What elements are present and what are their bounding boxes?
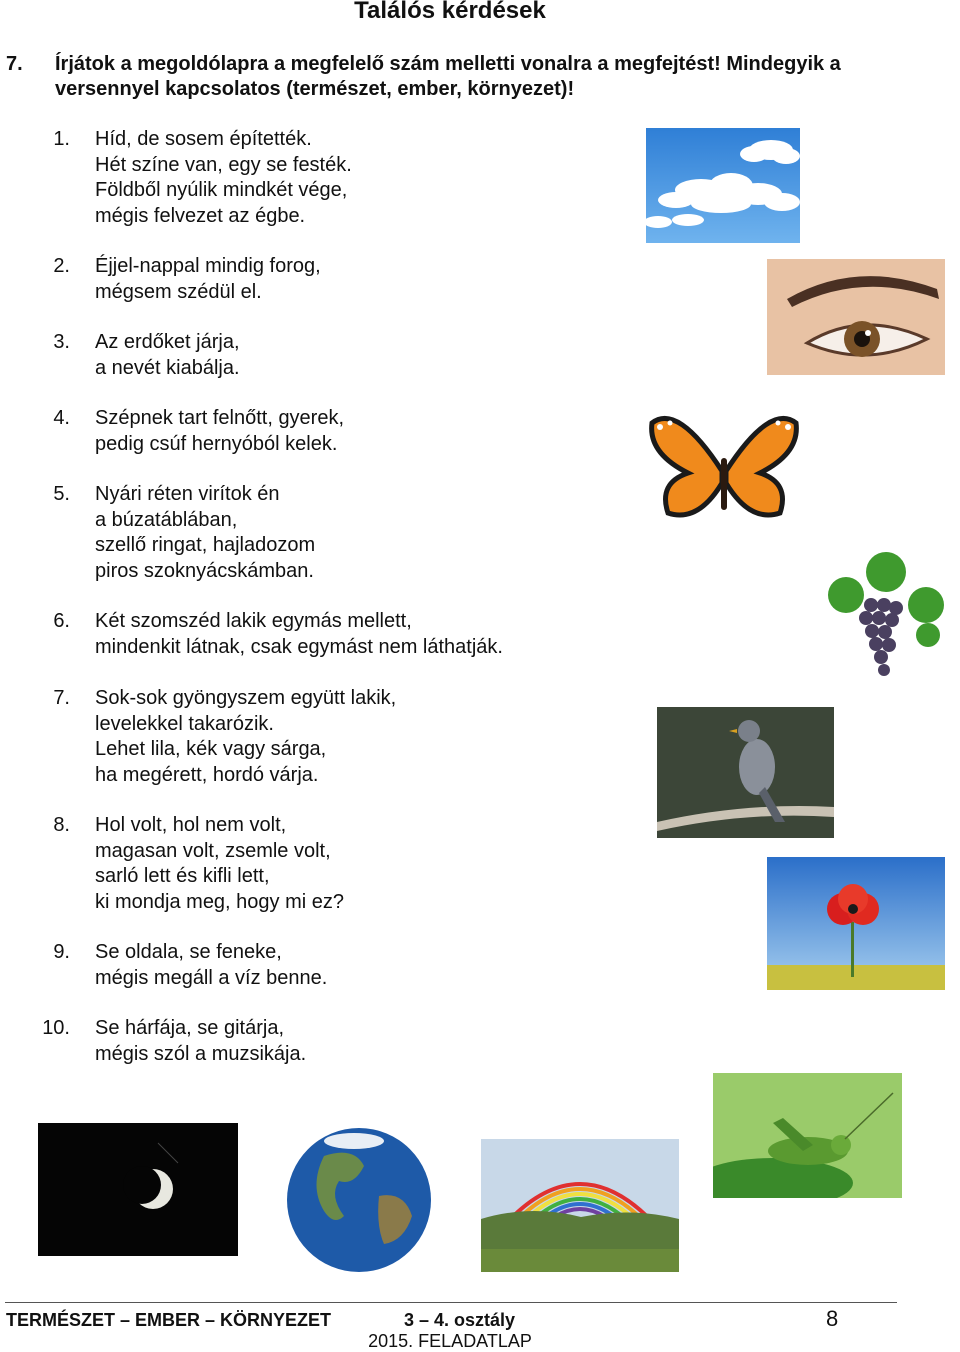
riddle-line: levelekkel takarózik. bbox=[95, 712, 274, 735]
riddle-number: 8. bbox=[53, 814, 70, 836]
riddle-line: Híd, de sosem építették. bbox=[95, 128, 312, 150]
riddle-line: Lehet lila, kék vagy sárga, bbox=[95, 738, 327, 760]
riddle-line: Sok-sok gyöngyszem együtt lakik, bbox=[95, 687, 397, 709]
riddle-line: Se hárfája, se gitárja, bbox=[95, 1017, 284, 1039]
riddle-line: sarló lett és kifli lett, bbox=[95, 865, 270, 887]
riddle-line: Földből nyúlik mindkét vége, bbox=[95, 179, 348, 201]
riddle-line: pedig csúf hernyóból kelek. bbox=[95, 432, 338, 455]
riddle-line: mindenkit látnak, csak egymást nem láthatják. bbox=[95, 635, 503, 658]
riddle-line: Hét színe van, egy se festék. bbox=[95, 153, 352, 176]
butterfly-picture bbox=[648, 413, 800, 523]
grapes-picture bbox=[816, 550, 951, 682]
eye-picture bbox=[767, 259, 945, 375]
earth-picture bbox=[284, 1126, 434, 1274]
footer-sheet: 2015. FELADATLAP bbox=[368, 1331, 532, 1351]
riddle-number: 2. bbox=[53, 255, 70, 277]
riddle-number: 10. bbox=[42, 1017, 70, 1039]
riddle-line: piros szoknyácskámban. bbox=[95, 559, 314, 582]
riddle-number: 1. bbox=[53, 128, 70, 150]
page-title: Találós kérdések bbox=[354, 0, 546, 24]
riddle-number: 4. bbox=[53, 407, 70, 429]
riddle-line: magasan volt, zsemle volt, bbox=[95, 839, 331, 862]
riddle-number: 3. bbox=[53, 331, 70, 353]
riddle-line: Két szomszéd lakik egymás mellett, bbox=[95, 610, 412, 632]
rainbow-picture bbox=[481, 1139, 679, 1272]
riddle-line: Hol volt, hol nem volt, bbox=[95, 814, 287, 836]
riddle-line: mégsem szédül el. bbox=[95, 280, 262, 303]
riddle-number: 7. bbox=[53, 687, 70, 709]
riddle-line: Se oldala, se feneke, bbox=[95, 941, 282, 963]
riddle-line: Szépnek tart felnőtt, gyerek, bbox=[95, 407, 345, 429]
riddle-line: mégis szól a muzsikája. bbox=[95, 1042, 307, 1065]
task-number: 7. bbox=[6, 53, 23, 75]
cuckoo-picture bbox=[657, 707, 834, 838]
task-instruction: Írjátok a megoldólapra a megfelelő szám melletti vonalra a megfejtést! Mindegyik a versennyel kapcsolatos (természet, ember, környezet)! bbox=[55, 53, 841, 100]
poppy-picture bbox=[767, 857, 945, 990]
riddle-line: ki mondja meg, hogy mi ez? bbox=[95, 890, 345, 913]
footer-title: TERMÉSZET – EMBER – KÖRNYEZET bbox=[6, 1310, 332, 1330]
riddle-line: mégis megáll a víz benne. bbox=[95, 966, 328, 989]
riddle-line: a búzatáblában, bbox=[95, 508, 238, 531]
riddle-line: a nevét kiabálja. bbox=[95, 356, 240, 379]
riddle-line: Nyári réten virítok én bbox=[95, 483, 280, 505]
page-number: 8 bbox=[826, 1306, 839, 1331]
clouds-picture bbox=[646, 128, 800, 243]
riddle-number: 9. bbox=[53, 941, 70, 963]
footer-grade: 3 – 4. osztály bbox=[404, 1310, 516, 1330]
grasshopper-picture bbox=[713, 1073, 902, 1198]
riddle-number: 5. bbox=[53, 483, 70, 505]
riddle-line: szellő ringat, hajladozom bbox=[95, 534, 316, 556]
riddle-number: 6. bbox=[53, 610, 70, 632]
riddle-line: Éjjel-nappal mindig forog, bbox=[95, 255, 321, 277]
riddle-line: mégis felvezet az égbe. bbox=[95, 204, 306, 227]
footer-divider bbox=[5, 1302, 897, 1303]
riddle-line: ha megérett, hordó várja. bbox=[95, 763, 319, 786]
riddle-line: Az erdőket járja, bbox=[95, 331, 240, 353]
moon-picture bbox=[38, 1123, 238, 1256]
